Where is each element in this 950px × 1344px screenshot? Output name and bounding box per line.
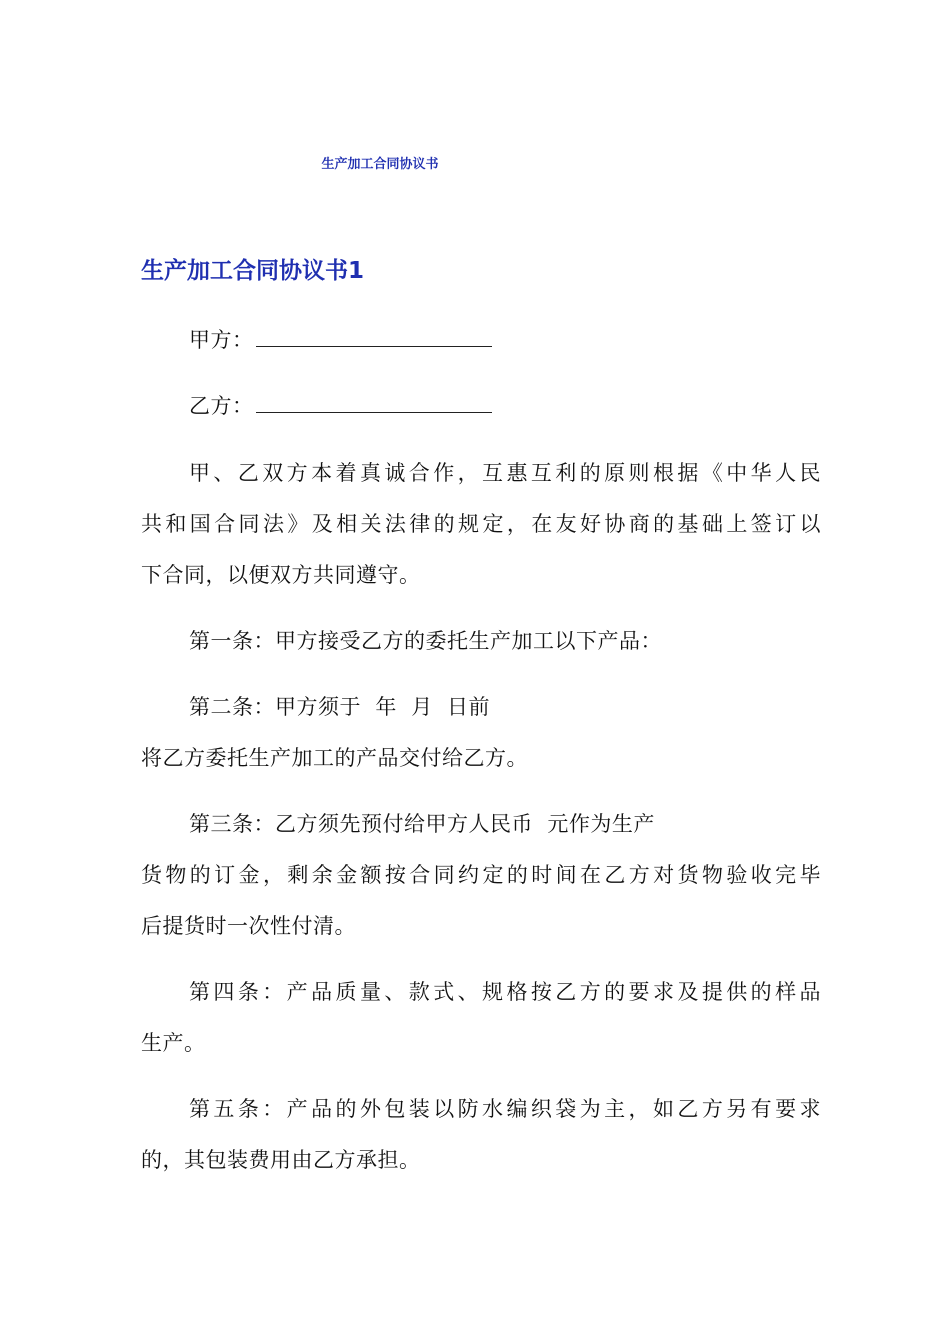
document-title: 生产加工合同协议书1	[141, 258, 365, 284]
article-3-line-1: 第三条：乙方须先预付给甲方人民币 元作为生产	[189, 812, 655, 836]
article-2-line-1: 第二条：甲方须于 年 月 日前	[189, 695, 491, 719]
intro-line-2: 共和国合同法》及相关法律的规定，在友好协商的基础上签订以	[141, 512, 821, 536]
article-3-line-2: 货物的订金，剩余金额按合同约定的时间在乙方对货物验收完毕	[141, 863, 821, 887]
party-b-label: 乙方：	[189, 394, 254, 418]
intro-line-3: 下合同，以便双方共同遵守。	[141, 563, 421, 587]
article-1-line-1: 第一条：甲方接受乙方的委托生产加工以下产品：	[189, 629, 662, 653]
party-a-line	[141, 325, 821, 355]
party-a-blank	[256, 326, 492, 347]
intro-line-1: 甲、乙双方本着真诚合作，互惠互利的原则根据《中华人民	[189, 461, 821, 485]
article-2-line-2: 将乙方委托生产加工的产品交付给乙方。	[141, 746, 528, 770]
article-5-line-1: 第五条：产品的外包装以防水编织袋为主，如乙方另有要求	[189, 1097, 821, 1121]
article-5-line-2: 的，其包装费用由乙方承担。	[141, 1148, 421, 1172]
article-4-line-2: 生产。	[141, 1031, 206, 1055]
article-4-line-1: 第四条：产品质量、款式、规格按乙方的要求及提供的样品	[189, 980, 821, 1004]
party-a-label: 甲方：	[189, 328, 254, 352]
running-header: 生产加工合同协议书	[321, 157, 439, 172]
party-b-blank	[256, 392, 492, 413]
party-b-line	[141, 391, 821, 421]
article-3-line-3: 后提货时一次性付清。	[141, 914, 356, 938]
